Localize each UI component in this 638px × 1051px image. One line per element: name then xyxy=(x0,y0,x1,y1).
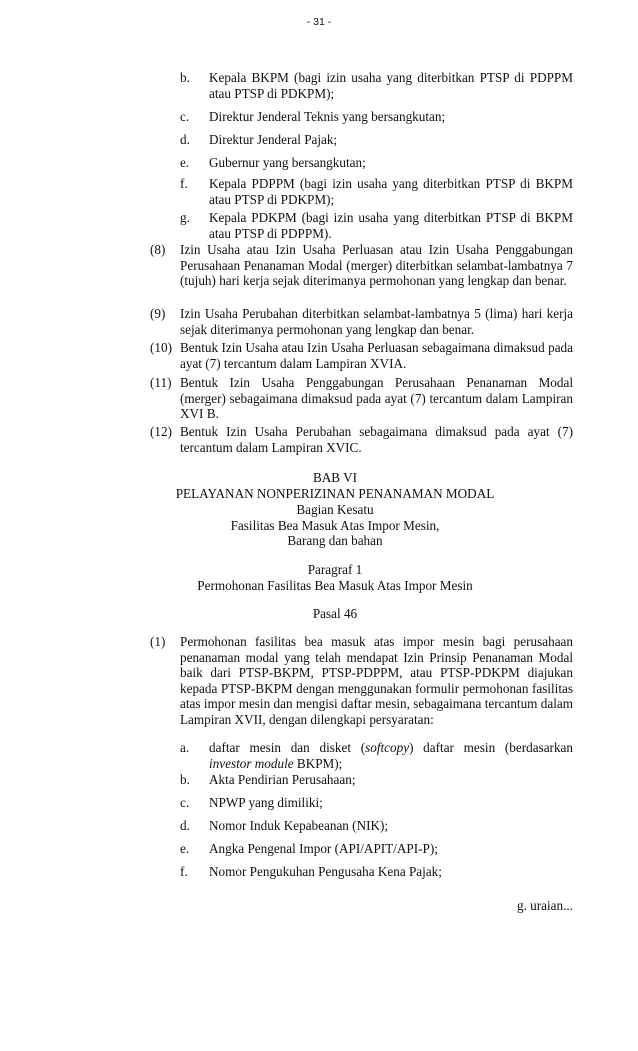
list-letter: c. xyxy=(180,109,190,124)
paragraph-number: (1) xyxy=(150,634,166,649)
list-letter: d. xyxy=(180,132,190,147)
chapter-title: PELAYANAN NONPERIZINAN PENANAMAN MODAL xyxy=(175,486,495,501)
numbered-paragraph xyxy=(150,424,573,455)
italic-term: softcopy xyxy=(365,740,410,755)
page-number: - 31 - xyxy=(306,16,332,28)
list-text: Gubernur yang bersangkutan; xyxy=(209,155,366,170)
list-text: Nomor Pengukuhan Pengusaha Kena Pajak; xyxy=(209,864,442,879)
list-text: Kepala PDPPM (bagi izin usaha yang diterbitkan PTSP di BKPM atau PTSP di PDKPM); xyxy=(209,176,573,207)
list-text: daftar mesin dan disket (softcopy) daftar mesin (berdasarkan investor module BKPM); xyxy=(209,740,573,771)
paragraph-number: (10) xyxy=(150,340,172,355)
list-item xyxy=(180,132,573,148)
numbered-paragraph xyxy=(150,340,573,371)
numbered-paragraph xyxy=(150,242,573,289)
paragraph-text: Bentuk Izin Usaha Penggabungan Perusahaan Penanaman Modal (merger) sebagaimana dimaksud pada ayat (7) tercantum dalam Lampiran XVI B. xyxy=(180,375,573,421)
numbered-paragraph xyxy=(150,306,573,337)
list-item xyxy=(180,772,573,788)
list-letter: f. xyxy=(180,864,188,879)
paragraph-text: Bentuk Izin Usaha Perubahan sebagaimana dimaksud pada ayat (7) tercantum dalam Lampiran XVIC. xyxy=(180,424,573,455)
list-text: Kepala BKPM (bagi izin usaha yang diterbitkan PTSP di PDPPM atau PTSP di PDKPM); xyxy=(209,70,573,101)
section-number: Bagian Kesatu xyxy=(296,502,374,517)
list-letter: d. xyxy=(180,818,190,833)
paragraph-text: Permohonan fasilitas bea masuk atas impor mesin bagi perusahaan penanaman modal yang telah mendapat Izin Prinsip Penanaman Modal baik dari PTSP-BKPM, PTSP-PDPPM, atau PTSP-PDKPM diajukan kepada PTSP-BKPM dengan menggunakan formulir permohonan fasilitas atas impor mesin dan mengisi daftar mesin, sebagaimana tercantum dalam Lampiran XVII, dengan dilengkapi persyaratan: xyxy=(180,634,573,727)
italic-term: investor module xyxy=(209,755,294,771)
list-item xyxy=(180,155,573,171)
paragraph-number: (9) xyxy=(150,306,166,321)
list-letter: c. xyxy=(180,795,190,810)
paragraph-text: Bentuk Izin Usaha atau Izin Usaha Perluasan sebagaimana dimaksud pada ayat (7) tercantum dalam Lampiran XVIA. xyxy=(180,340,573,371)
list-item xyxy=(180,109,573,125)
list-item xyxy=(180,70,573,101)
list-text: Akta Pendirian Perusahaan; xyxy=(209,772,356,787)
list-text: Angka Pengenal Impor (API/APIT/API-P); xyxy=(209,841,438,856)
list-item xyxy=(180,818,573,834)
list-letter: e. xyxy=(180,155,190,170)
list-letter: b. xyxy=(180,70,190,85)
paragraph-number: (12) xyxy=(150,424,172,439)
list-letter: a. xyxy=(180,740,190,755)
list-item xyxy=(180,795,573,811)
list-text: Direktur Jenderal Pajak; xyxy=(209,132,338,147)
list-text: Direktur Jenderal Teknis yang bersangkutan; xyxy=(209,109,446,124)
numbered-paragraph xyxy=(150,375,573,422)
list-letter: e. xyxy=(180,841,190,856)
paragraph-text: Izin Usaha Perubahan diterbitkan selambat-lambatnya 5 (lima) hari kerja sejak diterimanya permohonan yang lengkap dan benar. xyxy=(180,306,573,337)
article-number: Pasal 46 xyxy=(312,606,358,621)
section-title: Barang dan bahan xyxy=(287,533,383,548)
list-item xyxy=(180,210,573,241)
paragraph-text: Izin Usaha atau Izin Usaha Perluasan atau Izin Usaha Penggabungan Perusahaan Penanaman Modal (merger) diterbitkan selambat-lambatnya 7 (tujuh) hari kerja sejak diterimanya permohonan yang lengkap dan benar. xyxy=(180,242,573,288)
list-item xyxy=(180,176,573,207)
paragraph-number: (11) xyxy=(150,375,172,390)
paragraph-number: (8) xyxy=(150,242,166,257)
list-item xyxy=(180,841,573,857)
subsection-number: Paragraf 1 xyxy=(307,562,363,577)
list-letter: f. xyxy=(180,176,188,191)
list-letter: b. xyxy=(180,772,190,787)
list-item xyxy=(180,740,573,771)
list-item xyxy=(180,864,573,880)
list-text: Kepala PDKPM (bagi izin usaha yang diterbitkan PTSP di BKPM atau PTSP di PDPPM). xyxy=(209,210,573,241)
list-text: Nomor Induk Kepabeanan (NIK); xyxy=(209,818,389,833)
list-letter: g. xyxy=(180,210,190,225)
subsection-title: Permohonan Fasilitas Bea Masuk Atas Impor Mesin xyxy=(197,578,473,593)
section-title: Fasilitas Bea Masuk Atas Impor Mesin, xyxy=(230,518,440,533)
continuation-marker: g. uraian... xyxy=(516,898,573,913)
list-text: NPWP yang dimiliki; xyxy=(209,795,323,810)
chapter-number: BAB VI xyxy=(312,470,358,485)
numbered-paragraph xyxy=(150,634,573,727)
